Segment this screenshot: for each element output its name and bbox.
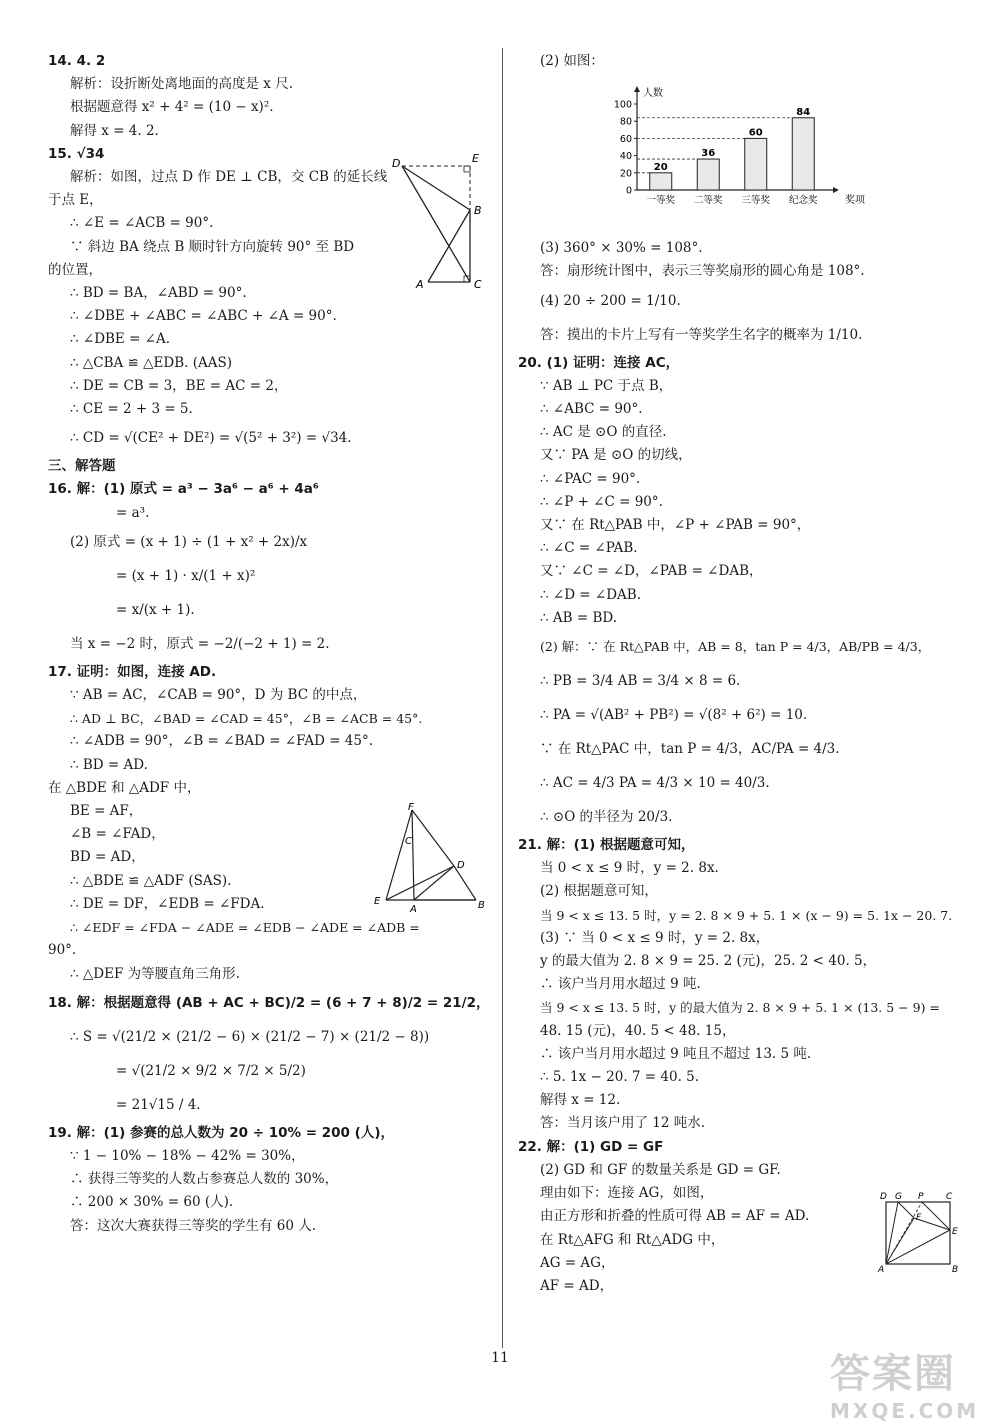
text-line: = x/(x + 1). [116, 601, 195, 618]
text-line: ∴ ∠C = ∠PAB. [540, 540, 638, 557]
text-line: ∴ AB = BD. [540, 609, 617, 626]
q21-answer: 21. 解：(1) 根据题意可知， [518, 837, 695, 854]
label-E: E [374, 896, 381, 907]
text-line: ∴ BD = AD. [70, 756, 148, 773]
label-B: B [478, 900, 485, 911]
text-line: ∴ ∠ADB = 90°，∠B = ∠BAD = ∠FAD = 45°. [70, 733, 374, 750]
y-tick-label: 60 [619, 133, 632, 145]
column-divider [502, 48, 503, 1348]
q17-geometry-figure [370, 800, 490, 915]
text-line: ∴ △DEF 为等腰直角三角形. [70, 965, 240, 982]
brace-line: AF = AD， [540, 1277, 614, 1294]
q18-answer: 18. 解：根据题意得 (AB + AC + BC)/2 = (6 + 7 + 8)/2 = 21/2， [48, 994, 490, 1011]
text-line: (3) 360° × 30% = 108°. [540, 240, 703, 257]
x-axis-arrow [833, 187, 839, 193]
label-P: P [918, 1192, 924, 1202]
text-line: 于点 E， [48, 192, 103, 209]
text-line: 解析：设折断处离地面的高度是 x 尺. [70, 76, 293, 93]
text-line: 解得 x = 12. [540, 1092, 621, 1109]
q15-geometry-figure [388, 152, 498, 292]
text-line: ∴ DE = CB = 3，BE = AC = 2， [70, 377, 288, 394]
text-line: 答：扇形统计图中，表示三等奖扇形的圆心角是 108°. [540, 263, 865, 280]
page-number: 11 [491, 1350, 509, 1366]
bar-value-label: 60 [748, 127, 763, 139]
watermark-url: MXQE.COM [830, 1399, 980, 1423]
text-line: 当 0 < x ≤ 9 时，y = 2. 8x. [540, 860, 719, 877]
watermark-logo [830, 1342, 990, 1423]
text-line: ∴ ∠ABC = 90°. [540, 401, 643, 418]
text-line: (2) GD 和 GF 的数量关系是 GD = GF. [540, 1161, 781, 1178]
text-line: 又∵ PA 是 ⊙O 的切线， [540, 447, 692, 464]
label-E: E [472, 152, 479, 165]
text-line: ∴ 200 × 30% = 60 (人). [70, 1194, 234, 1211]
label-C: C [474, 278, 482, 291]
y-tick-label: 20 [619, 168, 632, 180]
bar-1 [650, 173, 672, 190]
bar-2 [697, 159, 719, 190]
q17-answer: 17. 证明：如图，连接 AD. [48, 663, 217, 680]
text-line: ∴ AC 是 ⊙O 的直径. [540, 424, 667, 441]
y-tick-label: 0 [625, 185, 632, 197]
text-line: 90°. [48, 942, 77, 959]
text-line: ∴ BD = BA，∠ABD = 90°. [70, 285, 247, 302]
text-line: ∴ ∠EDF = ∠FDA − ∠ADE = ∠EDB − ∠ADE = ∠ADB = [70, 920, 420, 936]
brace-line: ∠B = ∠FAD， [70, 826, 165, 843]
text-line: ∴ 该户当月用水超过 9 吨. [540, 976, 701, 993]
text-line: ∴ CE = 2 + 3 = 5. [70, 401, 193, 418]
label-D: D [880, 1192, 887, 1202]
right-column [518, 50, 958, 1298]
q20-answer: 20. (1) 证明：连接 AC， [518, 354, 680, 371]
text-line: ∵ 在 Rt△PAC 中，tan P = 4/3，AC/PA = 4/3. [540, 741, 840, 758]
text-line: (2) 解：∵ 在 Rt△PAB 中，AB = 8，tan P = 4/3，AB/PB = 4/3， [540, 639, 931, 655]
text-line: = a³. [116, 504, 150, 521]
label-E: E [952, 1227, 958, 1237]
text-line: 当 9 < x ≤ 13. 5 时，y 的最大值为 2. 8 × 9 + 5. 1 × (13. 5 − 9) = [540, 1000, 940, 1016]
y-tick-label: 80 [619, 116, 632, 128]
text-line: 的位置， [48, 261, 102, 278]
category-label: 一等奖 [646, 195, 676, 206]
text-line: = √(21/2 × 9/2 × 7/2 × 5/2) [116, 1062, 306, 1079]
text-line: ∴ ∠PAC = 90°. [540, 470, 641, 487]
text-line: 在 Rt△AFG 和 Rt△ADG 中， [540, 1231, 725, 1248]
text-line: ∴ CD = √(CE² + DE²) = √(5² + 3²) = √34. [70, 430, 352, 447]
label-D: D [392, 157, 401, 170]
text-line: ∵ AB ⊥ PC 于点 B， [540, 377, 673, 394]
text-line: 答：摸出的卡片上写有一等奖学生名字的概率为 1/10. [540, 326, 863, 343]
q22-geometry-figure [876, 1190, 966, 1274]
text-line: 48. 15 (元)，40. 5 < 48. 15， [540, 1022, 736, 1039]
text-line: ∴ 该户当月用水超过 9 吨且不超过 13. 5 吨. [540, 1045, 812, 1062]
bar-3 [745, 138, 767, 190]
text-line: ∴ 获得三等奖的人数占参赛总人数的 30%， [70, 1171, 339, 1188]
section-heading: 三、解答题 [48, 458, 116, 475]
bar-4 [792, 118, 814, 190]
text-line: = 21√15 / 4. [116, 1096, 201, 1113]
watermark-title: 答案圈 [830, 1351, 956, 1397]
award-bar-chart [607, 86, 877, 208]
text-line: ∴ ∠DBE + ∠ABC = ∠ABC + ∠A = 90°. [70, 308, 337, 325]
text-line: (2) 如图： [540, 53, 604, 69]
bar-value-label: 84 [796, 106, 811, 118]
text-line: ∴ S = √(21/2 × (21/2 − 6) × (21/2 − 7) × (21/2 − 8)) [70, 1028, 430, 1045]
bar-value-label: 20 [653, 161, 668, 173]
text-line: (2) 根据题意可知， [540, 883, 658, 900]
q22-answer: 22. 解：(1) GD = GF [518, 1138, 664, 1155]
text-line: 答：当月该户用了 12 吨水. [540, 1115, 706, 1132]
text-line: ∴ PB = 3/4 AB = 3/4 × 8 = 6. [540, 673, 741, 690]
y-axis-arrow [634, 86, 640, 92]
text-line: ∴ ∠E = ∠ACB = 90°. [70, 215, 214, 232]
label-D: D [457, 860, 465, 871]
text-line: 当 x = −2 时，原式 = −2/(−2 + 1) = 2. [70, 635, 330, 652]
label-A: A [410, 904, 417, 915]
text-line: (3) ∵ 当 0 < x ≤ 9 时，y = 2. 8x， [540, 929, 770, 946]
category-label: 三等奖 [741, 195, 771, 206]
text-line: y 的最大值为 2. 8 × 9 = 25. 2 (元)，25. 2 < 40. 5， [540, 953, 877, 970]
text-line: ∴ DE = DF，∠EDB = ∠FDA. [70, 895, 265, 912]
text-line: ∵ AB = AC，∠CAB = 90°，D 为 BC 的中点， [70, 687, 367, 704]
text-line: ∴ △BDE ≌ △ADF (SAS). [70, 872, 232, 889]
y-tick-label: 100 [613, 99, 632, 111]
brace-line: BD = AD， [70, 849, 145, 866]
y-axis-label: 人数 [643, 88, 663, 99]
text-line: ∴ AC = 4/3 PA = 4/3 × 10 = 40/3. [540, 775, 770, 792]
brace-line: BE = AF， [70, 803, 143, 820]
label-A: A [416, 278, 424, 291]
label-A: A [878, 1265, 885, 1274]
text-line: 解析：如图，过点 D 作 DE ⊥ CB，交 CB 的延长线 [70, 169, 388, 186]
text-line: = (x + 1) · x/(1 + x)² [116, 567, 256, 584]
text-line: ∴ 5. 1x − 20. 7 = 40. 5. [540, 1069, 700, 1086]
text-line: 理由如下：连接 AG，如图， [540, 1185, 714, 1202]
brace-line: AG = AG， [540, 1254, 615, 1271]
text-line: ∴ ⊙O 的半径为 20/3. [540, 809, 673, 826]
q16-answer: 16. 解：(1) 原式 = a³ − 3a⁶ − a⁶ + 4a⁶ [48, 481, 319, 498]
text-line: ∵ 斜边 BA 绕点 B 顺时针方向旋转 90° 至 BD [70, 238, 355, 255]
text-line: ∵ 1 − 10% − 18% − 42% = 30%， [70, 1147, 305, 1164]
text-line: (4) 20 ÷ 200 = 1/10. [540, 292, 681, 309]
text-line: ∴ PA = √(AB² + PB²) = √(8² + 6²) = 10. [540, 707, 808, 724]
y-tick-label: 40 [619, 151, 632, 163]
text-line: 答：这次大赛获得三等奖的学生有 60 人. [70, 1217, 317, 1234]
label-C: C [405, 836, 412, 847]
text-line: ∴ ∠P + ∠C = 90°. [540, 493, 663, 510]
q14-answer: 14. 4. 2 [48, 53, 106, 69]
x-axis-label: 奖项 [845, 195, 865, 206]
label-G: G [895, 1192, 902, 1202]
text-line: 又∵ 在 Rt△PAB 中，∠P + ∠PAB = 90°， [540, 517, 811, 534]
text-line: 又∵ ∠C = ∠D，∠PAB = ∠DAB， [540, 563, 763, 580]
text-line: 在 △BDE 和 △ADF 中， [48, 779, 201, 796]
label-F: F [916, 1213, 922, 1223]
text-line: 由正方形和折叠的性质可得 AB = AF = AD. [540, 1208, 810, 1225]
q19-answer: 19. 解：(1) 参赛的总人数为 20 ÷ 10% = 200 (人)， [48, 1124, 394, 1141]
text-line: ∴ △CBA ≌ △EDB. (AAS) [70, 354, 232, 371]
category-label: 二等奖 [693, 195, 723, 206]
bar-value-label: 36 [701, 148, 716, 160]
text-line: ∴ ∠D = ∠DAB. [540, 586, 642, 603]
label-C: C [946, 1192, 953, 1202]
text-line: 解得 x = 4. 2. [70, 122, 159, 139]
text-line: 根据题意得 x² + 4² = (10 − x)². [70, 99, 274, 116]
q15-answer: 15. √34 [48, 145, 105, 162]
text-line: ∴ ∠DBE = ∠A. [70, 331, 171, 348]
text-line: (2) 原式 = (x + 1) ÷ (1 + x² + 2x)/x [70, 533, 308, 550]
label-B: B [474, 204, 482, 217]
label-F: F [408, 802, 414, 813]
text-line: ∴ AD ⊥ BC，∠BAD = ∠CAD = 45°，∠B = ∠ACB = 45°. [70, 711, 423, 727]
label-B: B [952, 1265, 959, 1274]
category-label: 纪念奖 [788, 195, 818, 206]
text-line: 当 9 < x ≤ 13. 5 时，y = 2. 8 × 9 + 5. 1 × (x − 9) = 5. 1x − 20. 7. [540, 907, 953, 923]
